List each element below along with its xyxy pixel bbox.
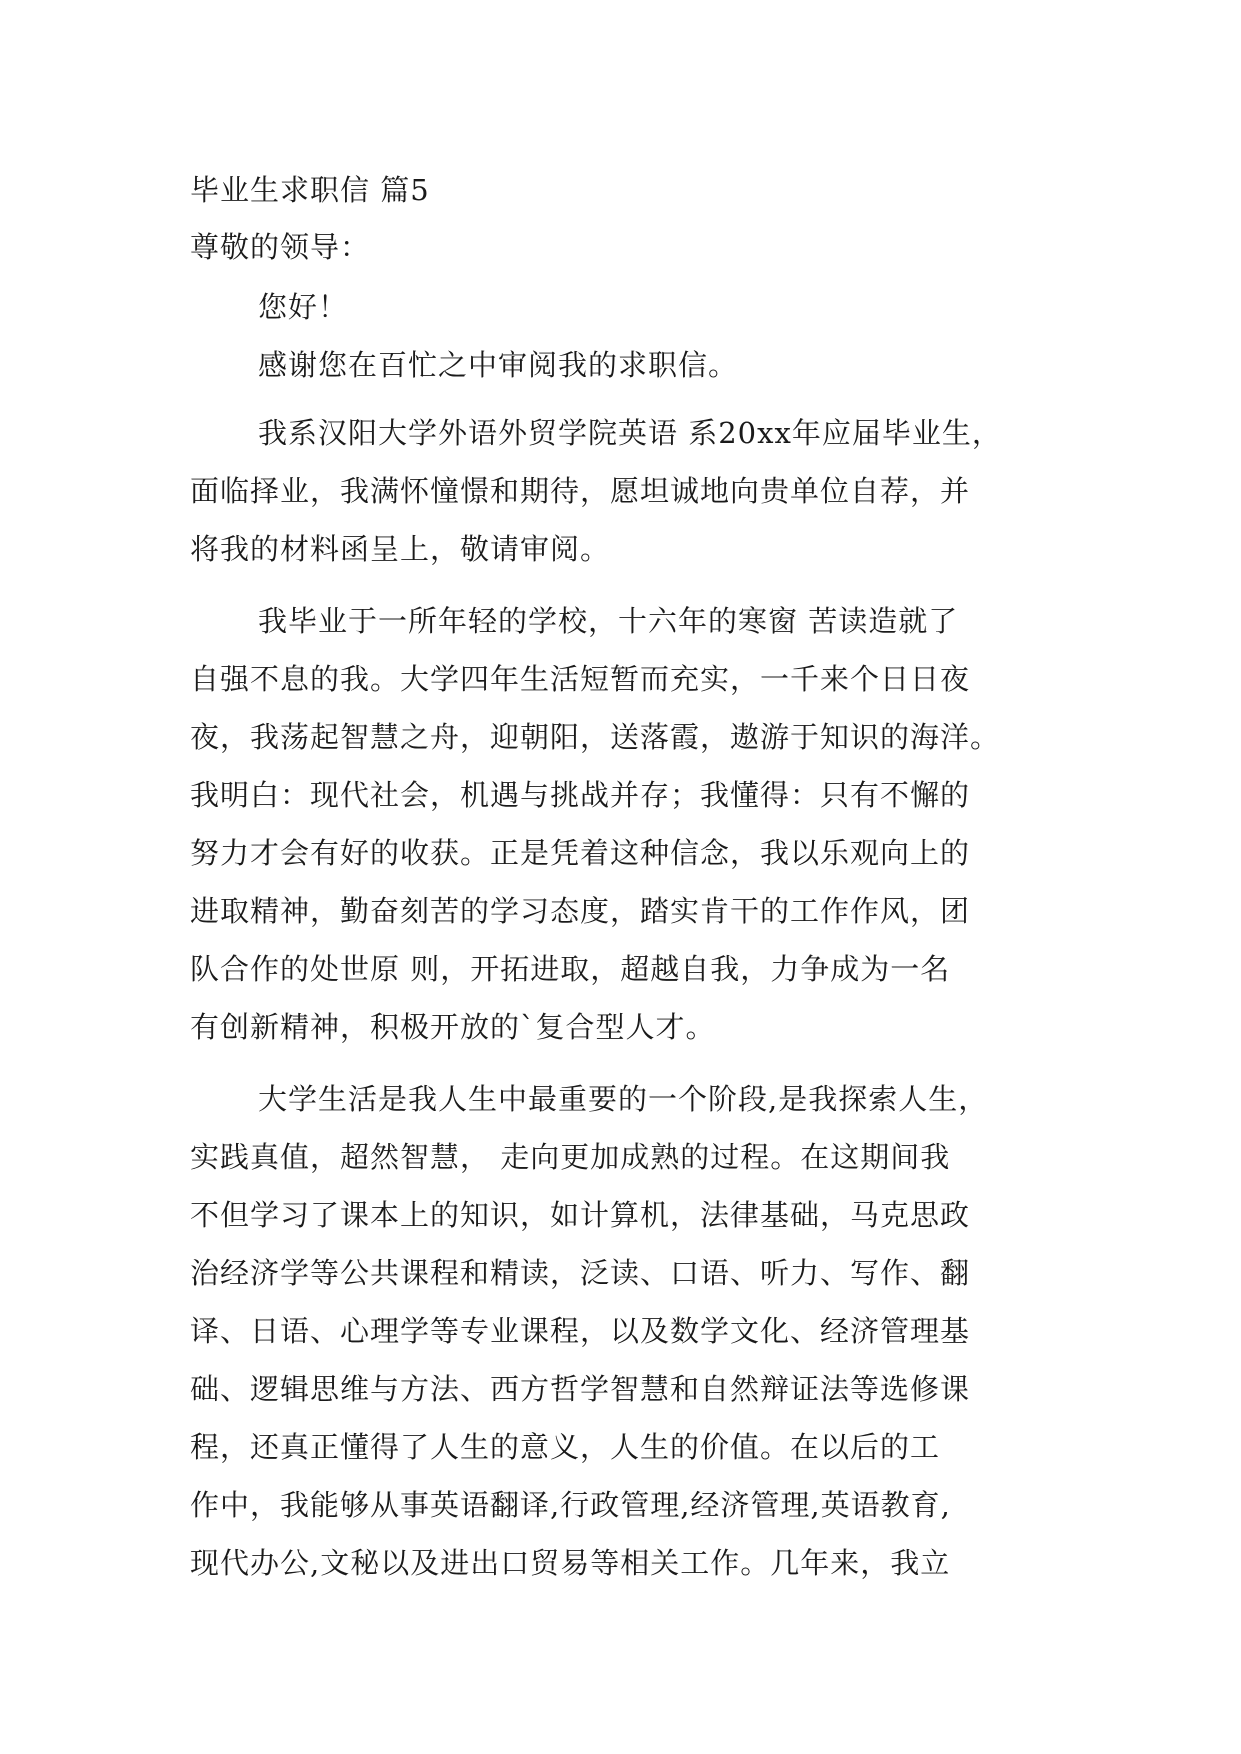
greeting: 您好！ [258,290,349,324]
paragraph-thanks [190,336,1060,394]
paragraph-line: 将我的材料函呈上，敬请审阅。 [190,532,611,566]
paragraph-university-life [190,1070,1060,1592]
paragraph-line: 程，还真正懂得了人生的意义，人生的价值。在以后的工 [190,1430,941,1464]
paragraph-line: 努力才会有好的收获。正是凭着这种信念，我以乐观向上的 [190,836,971,870]
paragraph-background [190,592,1060,1056]
paragraph-line: 队合作的处世原 则，开拓进取，超越自我，力争成为一名 [190,952,951,986]
paragraph-line: 我系汉阳大学外语外贸学院英语 系20xx年应届毕业生， [258,416,1002,450]
paragraph-line: 译、日语、心理学等专业课程，以及数学文化、经济管理基 [190,1314,971,1348]
paragraph-line: 进取精神，勤奋刻苦的学习态度，踏实肯干的工作作风，团 [190,894,971,928]
paragraph-line: 大学生活是我人生中最重要的一个阶段,是我探索人生， [258,1082,989,1116]
paragraph-line: 夜，我荡起智慧之舟，迎朝阳，送落霞，遨游于知识的海洋。 [190,720,1001,754]
paragraph-line: 有创新精神，积极开放的`复合型人才。 [190,1010,716,1044]
paragraph-line: 础、逻辑思维与方法、西方哲学智慧和自然辩证法等选修课 [190,1372,971,1406]
paragraph-line: 我明白：现代社会，机遇与挑战并存；我懂得：只有不懈的 [190,778,971,812]
document-title: 毕业生求职信 篇5 [190,173,430,207]
paragraph-line: 现代办公,文秘以及进出口贸易等相关工作。几年来，我立 [190,1546,951,1580]
paragraph-line: 作中，我能够从事英语翻译,行政管理,经济管理,英语教育, [190,1488,951,1522]
paragraph-line: 自强不息的我。大学四年生活短暂而充实，一千来个日日夜 [190,662,971,696]
paragraph-line: 面临择业，我满怀憧憬和期待，愿坦诚地向贵单位自荐，并 [190,474,971,508]
paragraph-line: 不但学习了课本上的知识，如计算机，法律基础，马克思政 [190,1198,971,1232]
paragraph-line: 实践真值，超然智慧， 走向更加成熟的过程。在这期间我 [190,1140,951,1174]
paragraph-line: 感谢您在百忙之中审阅我的求职信。 [258,348,739,382]
salutation: 尊敬的领导： [190,230,371,264]
letter-body [190,164,1060,1592]
paragraph-line: 我毕业于一所年轻的学校，十六年的寒窗 苦读造就了 [258,604,959,638]
paragraph-introduction [190,404,1060,578]
paragraph-line: 治经济学等公共课程和精读，泛读、口语、听力、写作、翻 [190,1256,971,1290]
